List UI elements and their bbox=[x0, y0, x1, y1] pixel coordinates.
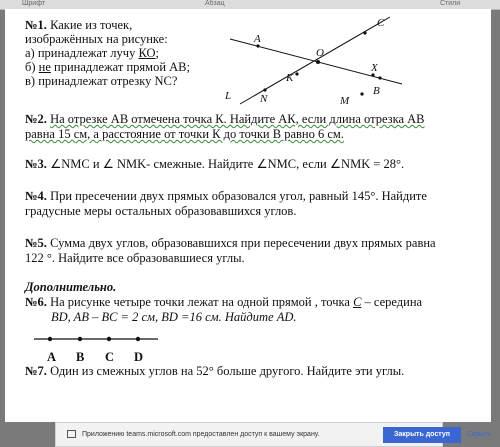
geometry-figure bbox=[210, 9, 410, 109]
hide-notification-link[interactable]: Скрыть bbox=[467, 431, 491, 438]
point-k bbox=[295, 72, 298, 75]
seg-label-d: D bbox=[134, 350, 144, 364]
point-m bbox=[360, 92, 363, 95]
task6-line1 bbox=[25, 295, 422, 309]
label-b: B bbox=[373, 85, 380, 97]
task5-line1 bbox=[25, 236, 436, 250]
ribbon-group-paragraph: Абзац bbox=[205, 0, 225, 7]
task2-number: №2. bbox=[25, 112, 47, 126]
task4-text1: При пресечении двух прямых образовался угол, равный 145°. Найдите bbox=[50, 189, 427, 203]
task5-text1: Сумма двух углов, образовавшихся при пересечении двух прямых равна bbox=[50, 236, 436, 250]
task6-text1: На рисунке четыре точки лежат на одной прямой , точка bbox=[50, 295, 354, 309]
task2-line2 bbox=[25, 127, 344, 141]
label-c: C bbox=[377, 17, 385, 29]
task4-number: №4. bbox=[25, 189, 47, 203]
task1-a-end: ; bbox=[155, 46, 159, 60]
seg-point-b bbox=[78, 337, 82, 341]
task1-line3 bbox=[25, 46, 159, 60]
point-b bbox=[378, 76, 381, 79]
task1-a-ray: КО bbox=[138, 46, 156, 60]
task4-line2: градусные меры остальных образовавшихся углов. bbox=[25, 204, 297, 218]
screen-share-icon bbox=[67, 430, 76, 438]
task1-b-ne: не bbox=[38, 60, 51, 74]
seg-label-c: C bbox=[105, 350, 115, 364]
ribbon-group-styles: Стили bbox=[440, 0, 461, 7]
seg-label-b: B bbox=[76, 350, 85, 364]
task6-text1-end: – середина bbox=[361, 295, 423, 309]
label-n: N bbox=[260, 93, 268, 105]
extra-title: Дополнительно. bbox=[25, 280, 117, 294]
task1-b-rest: принадлежат прямой АВ; bbox=[50, 60, 190, 74]
point-n bbox=[263, 88, 266, 91]
stop-sharing-button[interactable]: Закрыть доступ bbox=[383, 427, 461, 443]
task5-number: №5. bbox=[25, 236, 47, 250]
seg-point-d bbox=[136, 337, 140, 341]
line-nc bbox=[240, 17, 390, 104]
task1-line4 bbox=[25, 60, 190, 74]
seg-point-c bbox=[107, 337, 111, 341]
task1-line5: в) принадлежат отрезку NC? bbox=[25, 74, 178, 88]
task7-line bbox=[25, 364, 404, 378]
point-o bbox=[316, 60, 320, 64]
screen-share-notification bbox=[55, 422, 491, 447]
task1-b-prefix: б) bbox=[25, 60, 39, 74]
task3-number: №3. bbox=[25, 157, 47, 171]
task4-line1 bbox=[25, 189, 427, 203]
task7-text: Один из смежных углов на 52° больше другого. Найдите эти углы. bbox=[50, 364, 405, 378]
notification-message: Приложению teams.microsoft.com предоставлен доступ к вашему экрану. bbox=[82, 431, 320, 438]
label-o: O bbox=[316, 47, 324, 59]
task1-text1: Какие из точек, bbox=[50, 18, 133, 32]
task1-line1 bbox=[25, 18, 132, 32]
task5-line2: 122 °. Найдите все образовавшиеся углы. bbox=[25, 251, 245, 265]
ribbon-group-font: Шрифт bbox=[22, 0, 46, 7]
task6-point-c: С bbox=[353, 295, 362, 309]
label-a: A bbox=[254, 33, 261, 45]
seg-point-a bbox=[48, 337, 52, 341]
task2-line1 bbox=[25, 112, 425, 126]
task3-text: ∠NMC и ∠ NMK- смежные. Найдите ∠NMC, если ∠NMK = 28°. bbox=[50, 157, 405, 171]
task2-text1: На отрезке АВ отмечена точка К. Найдите АК, если длина отрезка АВ bbox=[50, 112, 425, 126]
seg-label-a: A bbox=[47, 350, 57, 364]
label-l: L bbox=[225, 90, 232, 102]
point-c bbox=[363, 31, 366, 34]
task1-number: №1. bbox=[25, 18, 47, 32]
task3-line bbox=[25, 157, 404, 171]
task6-number: №6. bbox=[25, 295, 47, 309]
task7-number: №7. bbox=[25, 364, 47, 378]
task1-a-prefix: а) принадлежат лучу bbox=[25, 46, 139, 60]
label-m: M bbox=[340, 95, 350, 107]
document-page bbox=[5, 9, 491, 422]
task6-line2: BD, AB – BC = 2 см, BD =16 см. Найдите AD. bbox=[51, 310, 297, 324]
task2-text2: равна 15 см, а расстояние от точки К до точки В равно 6 см. bbox=[25, 127, 344, 141]
task1-line2: изображённых на рисунке: bbox=[25, 32, 168, 46]
label-k: K bbox=[286, 72, 294, 84]
label-x: X bbox=[371, 62, 378, 74]
